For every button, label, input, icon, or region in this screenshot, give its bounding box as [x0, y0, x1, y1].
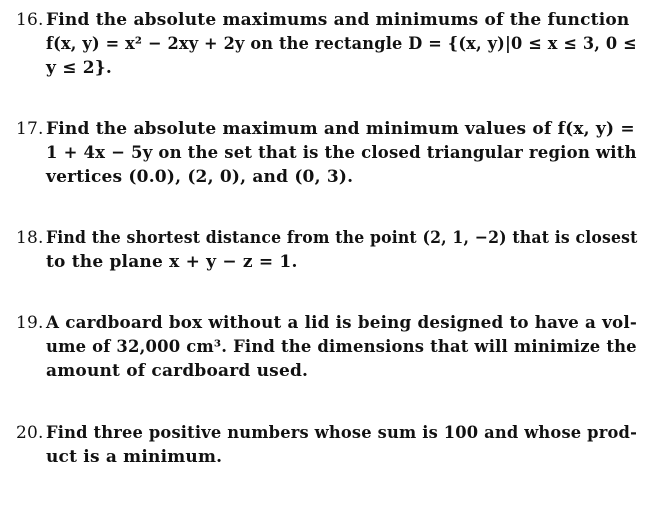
problem-text-line: f(x, y) = x² − 2xy + 2y on the rectangle D = {(x, y)|0 ≤ x ≤ 3, 0 ≤	[46, 34, 637, 54]
problem-text-line: amount of cardboard used.	[46, 361, 309, 381]
problem-text-line: to the plane x + y − z = 1.	[46, 252, 298, 272]
problem-number: 19.	[16, 313, 44, 333]
problem-text-line: uct is a minimum.	[46, 447, 223, 467]
problem-text-line: Find the shortest distance from the point (2, 1, −2) that is closest	[46, 228, 638, 248]
problem-text-line: vertices (0.0), (2, 0), and (0, 3).	[46, 167, 354, 187]
problem-text-line: y ≤ 2}.	[46, 58, 113, 78]
problem-text-line: Find the absolute maximum and minimum values of f(x, y) =	[46, 119, 635, 139]
problem-text-line: 1 + 4x − 5y on the set that is the closed triangular region with	[46, 143, 637, 163]
problem-text-line: A cardboard box without a lid is being designed to have a vol-	[46, 313, 638, 333]
problem-text-line: ume of 32,000 cm³. Find the dimensions that will minimize the	[46, 337, 637, 357]
problem-number: 18.	[16, 228, 44, 248]
problem-number: 16.	[16, 10, 44, 30]
problem-number: 20.	[16, 423, 44, 443]
problem-number: 17.	[16, 119, 44, 139]
problem-text-line: Find three positive numbers whose sum is 100 and whose prod-	[46, 423, 638, 443]
problem-text-line: Find the absolute maximums and minimums of the function	[46, 10, 630, 30]
